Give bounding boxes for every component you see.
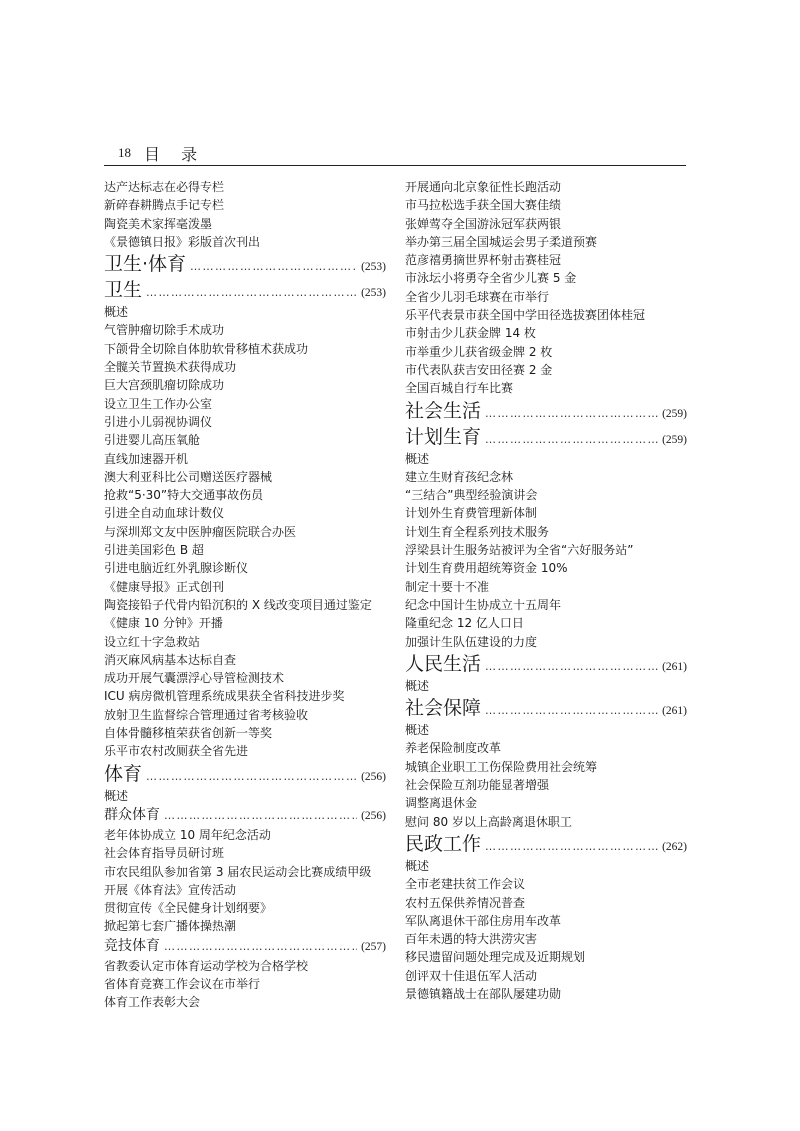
toc-heading: [405, 695, 687, 721]
toc-leader-dots: [485, 698, 658, 721]
toc-entry-text: 城镇企业职工工伤保险费用社会统筹: [405, 759, 598, 774]
toc-page-number: (262): [662, 840, 687, 853]
toc-entry-text: 引进婴儿高压氧舱: [104, 433, 201, 448]
toc-entry-text: 引进小儿弱视协调仪: [104, 414, 213, 429]
toc-entry: [405, 233, 687, 251]
toc-entry: [405, 343, 687, 361]
toc-entry-text: 市马拉松选手获全国大赛佳绩: [405, 198, 562, 213]
toc-page-number: (257): [361, 940, 386, 953]
toc-entry-text: 范彦禧勇摘世界杯射击赛桂冠: [405, 253, 562, 268]
toc-entry-text: 概述: [405, 723, 430, 738]
toc-heading: [104, 251, 386, 277]
toc-entry-text: 举办第三届全国城运会男子柔道预赛: [405, 234, 598, 249]
toc-entry-text: 陶瓷接铅子代骨内铅沉积的 X 线改变项目通过鉴定: [104, 597, 372, 612]
toc-entry-text: 养老保险制度改革: [405, 741, 502, 756]
toc-entry: [405, 633, 687, 651]
toc-leader-dots: [146, 280, 357, 303]
toc-entry: [104, 431, 386, 449]
toc-entry: [405, 559, 687, 577]
toc-entry-text: 市泳坛小将勇夺全省少儿赛 5 金: [405, 271, 577, 286]
toc-entry: [104, 975, 386, 993]
toc-entry: [104, 486, 386, 504]
toc-entry-text: 全省少儿羽毛球赛在市举行: [405, 289, 550, 304]
toc-entry-text: 自体骨髓移植荣获省创新一等奖: [104, 726, 273, 741]
toc-leader-dots: [485, 401, 658, 424]
toc-entry: [104, 413, 386, 431]
toc-entry: [104, 614, 386, 632]
toc-page-number: (256): [361, 809, 386, 822]
toc-page-number: (261): [662, 660, 687, 673]
toc-entry: [405, 894, 687, 912]
toc-entry: [405, 758, 687, 776]
toc-entry: [405, 794, 687, 812]
toc-leader-dots: [485, 654, 658, 677]
toc-entry: [405, 857, 687, 875]
toc-leader-dots: [164, 936, 357, 957]
toc-entry-text: “三结合”典型经验演讲会: [405, 488, 538, 503]
toc-entry: [405, 541, 687, 559]
toc-entry-text: 放射卫生监督综合管理通过省考核验收: [104, 707, 309, 722]
toc-entry-text: 计划生育全程系列技术服务: [405, 524, 550, 539]
toc-entry: [405, 178, 687, 196]
toc-entry-text: 概述: [405, 858, 430, 873]
toc-entry: [405, 930, 687, 948]
toc-entry-text: 市代表队获吉安田径赛 2 金: [405, 362, 553, 377]
toc-entry: [104, 376, 386, 394]
toc-entry: [405, 912, 687, 930]
toc-entry-text: 百年未遇的特大洪涝灾害: [405, 932, 538, 947]
toc-entry: [104, 196, 386, 214]
toc-entry: [104, 468, 386, 486]
toc-entry: [104, 303, 386, 321]
toc-entry: [405, 450, 687, 468]
toc-entry: [104, 899, 386, 917]
toc-entry-text: 与深圳郑文友中医肿瘤医院联合办医: [104, 524, 297, 539]
toc-entry: [405, 251, 687, 269]
toc-entry: [405, 504, 687, 522]
toc-entry-text: 隆重纪念 12 亿人口日: [405, 616, 524, 631]
toc-leader-dots: [190, 254, 357, 277]
toc-entry-text: 军队离退休干部住房用车改革: [405, 913, 562, 928]
toc-entry-text: 省体育竞赛工作会议在市举行: [104, 976, 261, 991]
toc-entry-text: 直线加速器开机: [104, 451, 189, 466]
toc-entry-text: 竞技体育: [104, 937, 160, 954]
toc-entry-text: 张婵莺夺全国游泳冠军获两银: [405, 216, 562, 231]
toc-entry-text: 群众体育: [104, 806, 160, 823]
toc-entry: [405, 677, 687, 695]
toc-entry: [104, 578, 386, 596]
toc-entry: [104, 826, 386, 844]
toc-entry-text: 澳大利亚科比公司赠送医疗器械: [104, 469, 273, 484]
toc-entry: [104, 687, 386, 705]
toc-leader-dots: [146, 764, 357, 787]
toc-entry-text: 概述: [405, 678, 430, 693]
toc-entry: [405, 215, 687, 233]
toc-entry-text: 加强计生队伍建设的力度: [405, 634, 538, 649]
toc-entry-text: 设立红十字急救站: [104, 634, 201, 649]
toc-entry-text: 抢救“5·30”特大交通事故伤员: [104, 488, 264, 503]
toc-entry: [104, 957, 386, 975]
toc-entry: [104, 504, 386, 522]
toc-entry-text: 建立生财育孩纪念林: [405, 469, 514, 484]
toc-entry-text: 计划外生育费管理新体制: [405, 506, 538, 521]
toc-entry-text: 社会保险互剂功能显著增强: [405, 778, 550, 793]
toc-entry-text: 计划生育: [405, 425, 482, 448]
toc-entry-text: 成功开展气囊漂浮心导管检测技术: [104, 671, 285, 686]
toc-entry-text: 人民生活: [405, 652, 482, 675]
toc-entry: [405, 985, 687, 1003]
toc-entry: [104, 523, 386, 541]
toc-entry: [104, 917, 386, 935]
toc-heading: [104, 936, 386, 957]
toc-entry-text: 社会体育指导员研讨班: [104, 846, 225, 861]
toc-entry-text: 概述: [104, 788, 129, 803]
toc-entry-text: 下颌骨全切除自体肋软骨移植术获成功: [104, 341, 309, 356]
toc-entry-text: 社会生活: [405, 399, 482, 422]
toc-page-number: (253): [361, 287, 386, 300]
toc-entry: [405, 739, 687, 757]
toc-entry-text: 引进全自动血球计数仪: [104, 506, 225, 521]
toc-entry-text: 巨大宫颈肌瘤切除成功: [104, 378, 225, 393]
toc-entry-text: 引进电脑近红外乳腺诊断仪: [104, 561, 249, 576]
toc-column-right: [405, 178, 687, 1003]
toc-heading: [104, 805, 386, 826]
toc-entry-text: 慰问 80 岁以上高龄离退休职工: [405, 814, 572, 829]
toc-entry-text: 创评双十佳退伍军人活动: [405, 968, 538, 983]
toc-entry: [405, 813, 687, 831]
toc-entry-text: 卫生: [104, 279, 143, 302]
toc-heading: [405, 424, 687, 450]
toc-entry: [104, 178, 386, 196]
toc-heading: [405, 398, 687, 424]
toc-entry-text: 农村五保供养情况普查: [405, 895, 526, 910]
toc-heading: [405, 831, 687, 857]
toc-entry-text: 《景德镇日报》彩版首次刊出: [104, 234, 261, 249]
toc-entry: [405, 324, 687, 342]
toc-entry: [104, 993, 386, 1011]
toc-entry-text: 《健康导报》正式创刊: [104, 579, 225, 594]
toc-entry: [405, 875, 687, 893]
toc-page-number: (253): [361, 261, 386, 274]
toc-entry-text: 气管肿瘤切除手术成功: [104, 323, 225, 338]
toc-heading: [405, 651, 687, 677]
toc-entry-text: 概述: [104, 305, 129, 320]
toc-entry: [405, 361, 687, 379]
toc-entry-text: 引进美国彩色 B 超: [104, 543, 204, 558]
toc-entry-text: 制定十要十不准: [405, 579, 490, 594]
toc-entry-text: 纪念中国计生协成立十五周年: [405, 597, 562, 612]
page-header: [104, 143, 686, 166]
toc-entry: [405, 306, 687, 324]
toc-entry: [104, 450, 386, 468]
toc-leader-dots: [164, 805, 357, 826]
toc-entry-text: 省教委认定市体育运动学校为合格学校: [104, 958, 309, 973]
toc-entry-text: 陶瓷美术家挥毫泼墨: [104, 216, 213, 231]
toc-entry-text: 新碎春耕腾点手记专栏: [104, 198, 225, 213]
toc-entry-text: 全髋关节置换术获得成功: [104, 360, 237, 375]
page-number: 18: [118, 145, 131, 160]
toc-entry: [104, 669, 386, 687]
toc-entry: [405, 967, 687, 985]
toc-entry: [104, 233, 386, 251]
toc-page-number: (256): [361, 770, 386, 783]
toc-entry: [405, 288, 687, 306]
toc-entry: [405, 776, 687, 794]
toc-entry: [104, 651, 386, 669]
toc-entry-text: 体育: [104, 762, 143, 785]
toc-entry: [405, 721, 687, 739]
toc-entry-text: 设立卫生工作办公室: [104, 396, 213, 411]
page-title: 目 录: [144, 145, 206, 164]
toc-entry: [405, 523, 687, 541]
toc-entry: [104, 787, 386, 805]
toc-entry: [104, 844, 386, 862]
toc-entry-text: 卫生·体育: [104, 253, 187, 276]
toc-entry-text: 《健康 10 分钟》开播: [104, 616, 223, 631]
toc-entry: [104, 559, 386, 577]
toc-entry-text: 全国百城自行车比赛: [405, 381, 514, 396]
toc-entry-text: 市举重少儿获省级金牌 2 枚: [405, 344, 553, 359]
toc-entry-text: 浮梁县计生服务站被评为全省“六好服务站”: [405, 543, 634, 558]
toc-column-left: [104, 178, 386, 1012]
toc-entry-text: 概述: [405, 451, 430, 466]
toc-entry: [405, 468, 687, 486]
toc-entry-text: 市农民组队参加省第 3 届农民运动会比赛成绩甲级: [104, 864, 372, 879]
toc-entry: [104, 863, 386, 881]
toc-page-number: (259): [662, 407, 687, 420]
toc-entry-text: 开展《体育法》宣传活动: [104, 882, 237, 897]
toc-entry-text: 开展通向北京象征性长跑活动: [405, 180, 562, 194]
toc-entry-text: 调整离退休金: [405, 796, 478, 811]
toc-entry: [104, 321, 386, 339]
toc-entry-text: 掀起第七套广播体操热潮: [104, 919, 237, 934]
toc-entry-text: 体育工作表彰大会: [104, 995, 201, 1010]
toc-entry-text: 民政工作: [405, 832, 482, 855]
toc-entry: [405, 486, 687, 504]
toc-entry: [104, 742, 386, 760]
toc-entry-text: 消灭麻风病基本达标自查: [104, 652, 237, 667]
toc-entry-text: ICU 病房微机管理系统成果获全省科技进步奖: [104, 689, 345, 704]
toc-entry: [405, 269, 687, 287]
toc-entry-text: 老年体协成立 10 周年纪念活动: [104, 827, 271, 842]
toc-entry: [405, 578, 687, 596]
toc-entry-text: 达产达标志在必得专栏: [104, 180, 225, 194]
toc-entry: [104, 215, 386, 233]
toc-entry-text: 贯彻宣传《全民健身计划纲要》: [104, 901, 273, 916]
toc-entry: [104, 340, 386, 358]
toc-entry: [405, 614, 687, 632]
toc-entry-text: 全市老建扶贫工作会议: [405, 877, 526, 892]
toc-page-number: (261): [662, 705, 687, 718]
toc-entry-text: 景德镇籍战士在部队屡建功勋: [405, 986, 562, 1001]
toc-entry: [405, 196, 687, 214]
toc-entry: [104, 724, 386, 742]
toc-entry: [104, 358, 386, 376]
toc-entry-text: 计划生育费用超统筹资金 10%: [405, 561, 568, 576]
toc-entry-text: 市射击少儿获金牌 14 枚: [405, 326, 536, 341]
toc-leader-dots: [485, 834, 658, 857]
toc-entry: [405, 379, 687, 397]
toc-entry: [104, 706, 386, 724]
toc-entry: [104, 881, 386, 899]
toc-leader-dots: [485, 427, 658, 450]
toc-entry-text: 移民遗留问题处理完成及近期规划: [405, 950, 586, 965]
toc-entry: [104, 633, 386, 651]
toc-entry-text: 乐平市农村改厕获全省先进: [104, 744, 249, 759]
toc-entry: [104, 395, 386, 413]
toc-entry-text: 乐平代表景市获全国中学田径选拔赛团体桂冠: [405, 308, 646, 323]
toc-entry: [104, 596, 386, 614]
toc-entry: [104, 541, 386, 559]
toc-heading: [104, 761, 386, 787]
toc-entry: [405, 596, 687, 614]
toc-heading: [104, 277, 386, 303]
toc-entry: [405, 948, 687, 966]
toc-page-number: (259): [662, 433, 687, 446]
toc-entry-text: 社会保障: [405, 697, 482, 720]
